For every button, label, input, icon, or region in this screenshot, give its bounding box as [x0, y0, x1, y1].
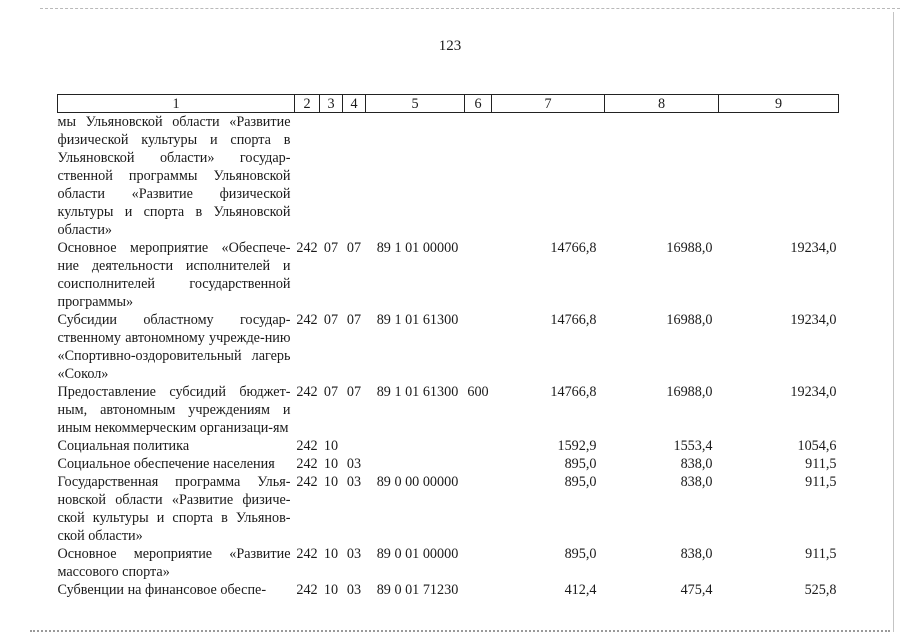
col-header-3: 3 [320, 95, 343, 113]
cell-value-8: 838,0 [680, 474, 713, 490]
cell-expense-type [465, 581, 492, 599]
cell-admin: 242 [296, 438, 318, 454]
cell-value-9: 911,5 [805, 474, 837, 490]
table-row [58, 383, 839, 437]
col-header-1: 1 [58, 95, 295, 113]
cell-section: 10 [323, 456, 339, 472]
table-row [58, 473, 839, 545]
cell-subsection: 07 [346, 312, 362, 328]
row-name: Субвенции на финансовое обеспе- [57, 582, 267, 598]
cell-value-8: 16988,0 [666, 384, 713, 400]
cell-value-7: 895,0 [564, 474, 597, 490]
col-header-6: 6 [465, 95, 492, 113]
cell-expense-type [465, 113, 492, 240]
cell-admin: 242 [296, 474, 318, 490]
page-number: 123 [438, 38, 462, 54]
scan-edge-right [893, 12, 894, 632]
col-header-5: 5 [366, 95, 465, 113]
cell-expense-type [465, 239, 492, 311]
cell-value-7: 412,4 [564, 582, 597, 598]
row-name: Предоставление субсидий бюджет-ным, автономным учреждениям и иным некоммерческим организаци-ям [57, 384, 291, 436]
row-name: Основное мероприятие «Развитие массового спорта» [57, 546, 291, 580]
table-row [58, 437, 839, 455]
cell-value-7: 14766,8 [550, 312, 597, 328]
cell-admin: 242 [296, 384, 318, 400]
cell-subsection: 03 [346, 456, 362, 472]
cell-target-code [366, 455, 465, 473]
col-header-4: 4 [343, 95, 366, 113]
table-row [58, 113, 839, 240]
cell-section: 10 [323, 546, 339, 562]
cell-target-code: 89 1 01 61300 [376, 384, 459, 400]
cell-target-code: 89 0 00 00000 [376, 474, 459, 490]
cell-admin: 242 [296, 240, 318, 256]
cell-subsection [343, 437, 366, 455]
cell-value-7 [492, 113, 605, 240]
col-header-2: 2 [295, 95, 320, 113]
row-name: Государственная программа Улья-новской области «Развитие физиче-ской культуры и спорта в Ульянов-ской области» [57, 474, 291, 544]
cell-subsection: 03 [346, 474, 362, 490]
cell-expense-type [465, 437, 492, 455]
table-row [58, 581, 839, 599]
cell-value-7: 14766,8 [550, 240, 597, 256]
row-name: Социальная политика [57, 438, 190, 454]
cell-subsection: 07 [346, 240, 362, 256]
cell-expense-type: 600 [467, 384, 489, 400]
cell-expense-type [465, 473, 492, 545]
cell-value-9: 19234,0 [790, 312, 837, 328]
col-header-9: 9 [719, 95, 839, 113]
cell-value-7: 1592,9 [557, 438, 597, 454]
cell-value-9 [719, 113, 839, 240]
row-name: Основное мероприятие «Обеспече-ние деятельности исполнителей и соисполнителей государственной программы» [57, 240, 291, 310]
row-name: мы Ульяновской области «Развитие физической культуры и спорта в Ульяновской области» государ-ственной программы Ульяновской области «Развитие физической культуры и спорта в Ульяновской области» [57, 114, 291, 238]
table-row [58, 545, 839, 581]
col-header-7: 7 [492, 95, 605, 113]
table-row [58, 311, 839, 383]
scan-edge-top [40, 8, 900, 9]
header-row [58, 95, 839, 113]
budget-table [57, 94, 839, 599]
cell-target-code: 89 0 01 00000 [376, 546, 459, 562]
cell-value-9: 19234,0 [790, 384, 837, 400]
cell-section: 07 [323, 384, 339, 400]
cell-target-code [366, 437, 465, 455]
cell-value-8: 16988,0 [666, 312, 713, 328]
cell-admin: 242 [296, 546, 318, 562]
cell-value-8: 838,0 [680, 546, 713, 562]
cell-value-8: 16988,0 [666, 240, 713, 256]
cell-subsection: 03 [346, 582, 362, 598]
cell-value-8: 475,4 [680, 582, 713, 598]
cell-subsection: 03 [346, 546, 362, 562]
cell-value-8: 838,0 [680, 456, 713, 472]
cell-admin: 242 [296, 456, 318, 472]
scan-edge-bottom [30, 630, 890, 632]
cell-admin: 242 [296, 312, 318, 328]
table-row [58, 455, 839, 473]
cell-target-code [366, 113, 465, 240]
row-name: Субсидии областному государ-ственному автономному учрежде-нию «Спортивно-оздоровительный лагерь «Сокол» [57, 312, 291, 382]
cell-section: 07 [323, 312, 339, 328]
cell-value-8: 1553,4 [673, 438, 713, 454]
cell-value-8 [605, 113, 719, 240]
cell-subsection [343, 113, 366, 240]
cell-section: 07 [323, 240, 339, 256]
cell-value-7: 14766,8 [550, 384, 597, 400]
cell-subsection: 07 [346, 384, 362, 400]
cell-section: 10 [323, 582, 339, 598]
cell-value-7: 895,0 [564, 546, 597, 562]
cell-section: 10 [323, 474, 339, 490]
cell-value-9: 1054,6 [797, 438, 837, 454]
cell-section: 10 [323, 438, 339, 454]
cell-value-9: 525,8 [804, 582, 837, 598]
col-header-8: 8 [605, 95, 719, 113]
cell-value-9: 911,5 [805, 546, 837, 562]
cell-expense-type [465, 545, 492, 581]
cell-value-7: 895,0 [564, 456, 597, 472]
cell-value-9: 911,5 [805, 456, 837, 472]
cell-value-9: 19234,0 [790, 240, 837, 256]
table-row [58, 239, 839, 311]
row-name: Социальное обеспечение населения [57, 456, 275, 472]
cell-target-code: 89 1 01 61300 [376, 312, 459, 328]
cell-target-code: 89 1 01 00000 [376, 240, 459, 256]
cell-expense-type [465, 455, 492, 473]
cell-target-code: 89 0 01 71230 [376, 582, 459, 598]
cell-section [320, 113, 343, 240]
cell-admin: 242 [296, 582, 318, 598]
cell-expense-type [465, 311, 492, 383]
cell-admin [295, 113, 320, 240]
